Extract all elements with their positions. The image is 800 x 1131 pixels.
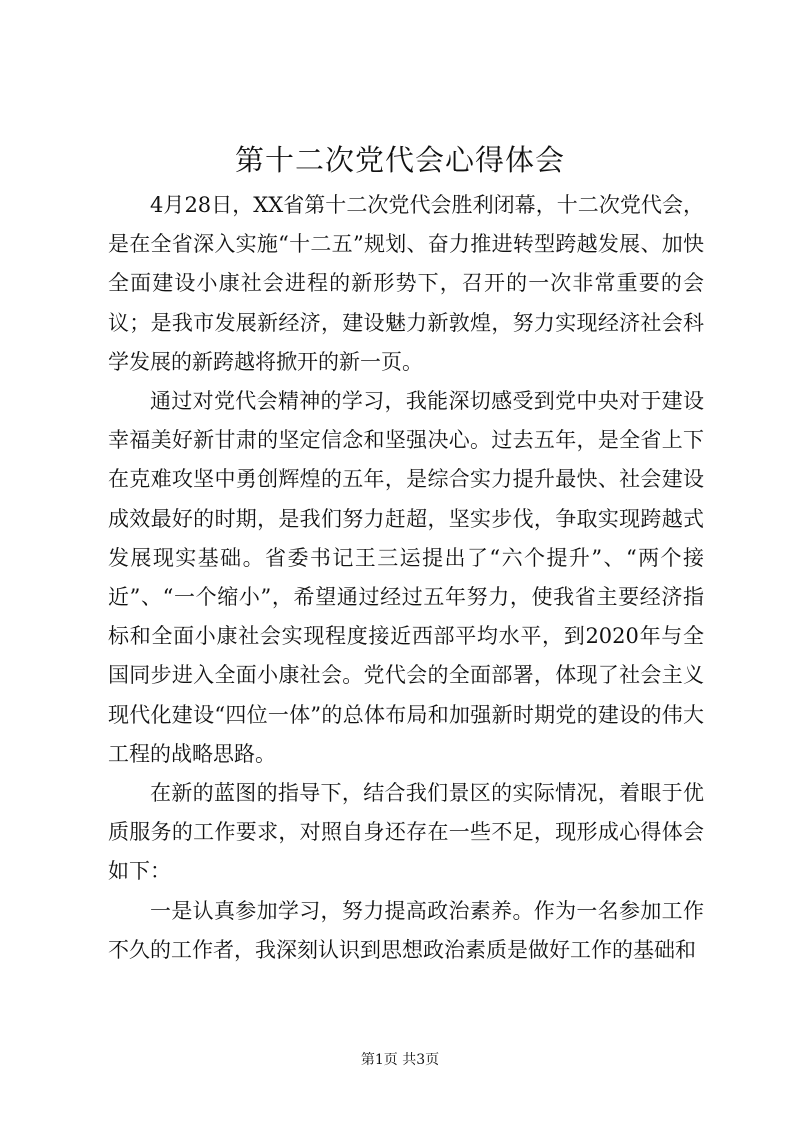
paragraph-1: 4月28日，XX省第十二次党代会胜利闭幕，十二次党代会，是在全省深入实施“十二五”规划、奋力推进转型跨越发展、加快全面建设小康社会进程的新形势下，召开的一次非常重要的会议；是我市发展新经济，建设魅力新敦煌，努力实现经济社会科学发展的新跨越将掀开的新一页。: [108, 193, 704, 374]
page-number-footer: 第1页 共3页: [360, 1052, 440, 1068]
paragraph-3: 在新的蓝图的指导下，结合我们景区的实际情况，着眼于优质服务的工作要求，对照自身还存在一些不足，现形成心得体会如下：: [108, 781, 704, 884]
paragraph-2: 通过对党代会精神的学习，我能深切感受到党中央对于建设幸福美好新甘肃的坚定信念和坚强决心。过去五年，是全省上下在克难攻坚中勇创辉煌的五年，是综合实力提升最快、社会建设成效最好的时期，是我们努力赶超，坚实步伐，争取实现跨越式发展现实基础。省委书记王三运提出了“六个提升”、“两个接近”、“一个缩小”，希望通过经过五年努力，使我省主要经济指标和全面小康社会实现程度接近西部平均水平，到2020年与全国同步进入全面小康社会。党代会的全面部署，体现了社会主义现代化建设“四位一体”的总体布局和加强新时期党的建设的伟大工程的战略思路。: [108, 389, 704, 766]
paragraph-4: 一是认真参加学习，努力提高政治素养。作为一名参加工作不久的工作者，我深刻认识到思想政治素质是做好工作的基础和: [108, 898, 704, 962]
document-title: 第十二次党代会心得体会: [234, 143, 565, 177]
document-body: [108, 186, 704, 970]
